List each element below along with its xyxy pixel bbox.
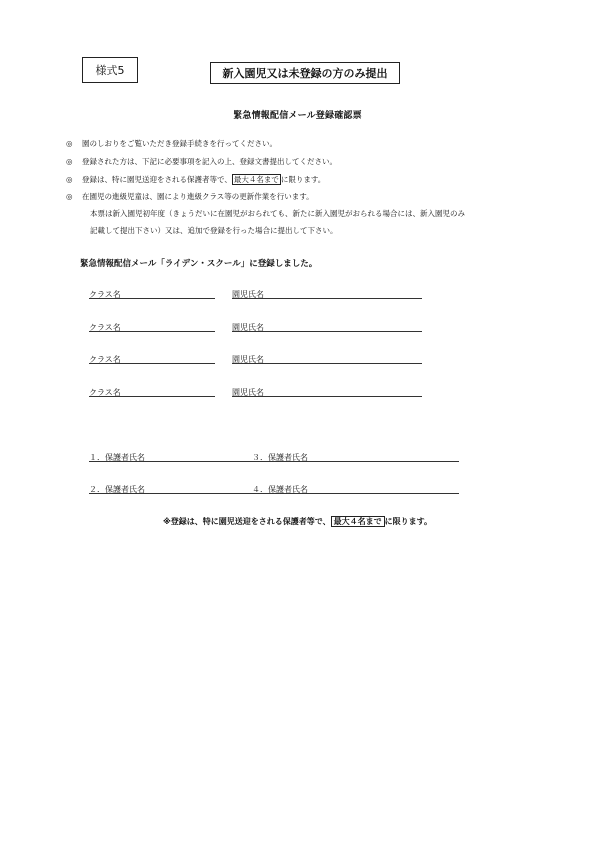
max-four-highlight: 最大４名まで [331, 516, 385, 527]
instruction-item-2: ◎ 登録された方は、下記に必要事項を記入の上、登録文書提出してください。 [66, 157, 337, 166]
instruction-item-4: ◎ 在園児の進級児童は、園により進級クラス等の更新作業を行います。 [66, 192, 314, 201]
guardian-name-label: １．保護者氏名 [89, 453, 145, 462]
instruction-note-line-2: 記載して提出下さい）又は、追加で登録を行った場合に提出して下さい。 [90, 226, 338, 235]
guardian-name-label: ４．保護者氏名 [252, 485, 308, 494]
instruction-item-3: ◎ 登録は、特に園児送迎をされる保護者等で、 最大４名まで に限ります。 [66, 175, 326, 184]
child-name-label: 園児氏名 [232, 323, 264, 332]
form-number-label: 様式5 [82, 57, 138, 83]
bullet-marker: ◎ [66, 175, 73, 184]
child-name-line[interactable] [232, 298, 422, 299]
child-name-label: 園児氏名 [232, 290, 264, 299]
document-title: 緊急情報配信メール登録確認票 [233, 111, 362, 121]
submission-notice-box: 新入園児又は未登録の方のみ提出 [210, 62, 400, 84]
child-name-line[interactable] [232, 331, 422, 332]
child-name-line[interactable] [232, 396, 422, 397]
class-name-line[interactable] [89, 396, 215, 397]
class-name-label: クラス名 [89, 355, 121, 364]
child-name-label: 園児氏名 [232, 355, 264, 364]
bullet-marker: ◎ [66, 192, 73, 201]
instruction-item-1: ◎ 園のしおりをご覧いただき登録手続きを行ってください。 [66, 139, 277, 148]
guardian-name-label: ２．保護者氏名 [89, 485, 145, 494]
class-name-label: クラス名 [89, 388, 121, 397]
child-name-label: 園児氏名 [232, 388, 264, 397]
registration-footer-note: ※登録は、特に園児送迎をされる保護者等で、 最大４名まで に限ります。 [163, 517, 432, 526]
class-name-line[interactable] [89, 298, 215, 299]
class-name-line[interactable] [89, 331, 215, 332]
max-four-highlight: 最大４名まで [233, 175, 279, 184]
guardian-name-label: ３．保護者氏名 [252, 453, 308, 462]
bullet-marker: ◎ [66, 139, 73, 148]
instruction-note-line-1: 本票は新入園児初年度（きょうだいに在園児がおられても、新たに新入園児がおられる場合には、新入園児のみ [90, 209, 465, 218]
child-name-line[interactable] [232, 363, 422, 364]
class-name-label: クラス名 [89, 323, 121, 332]
registration-statement: 緊急情報配信メール「ライデン・スクール」に登録しました。 [80, 259, 318, 269]
class-name-line[interactable] [89, 363, 215, 364]
class-name-label: クラス名 [89, 290, 121, 299]
bullet-marker: ◎ [66, 157, 73, 166]
